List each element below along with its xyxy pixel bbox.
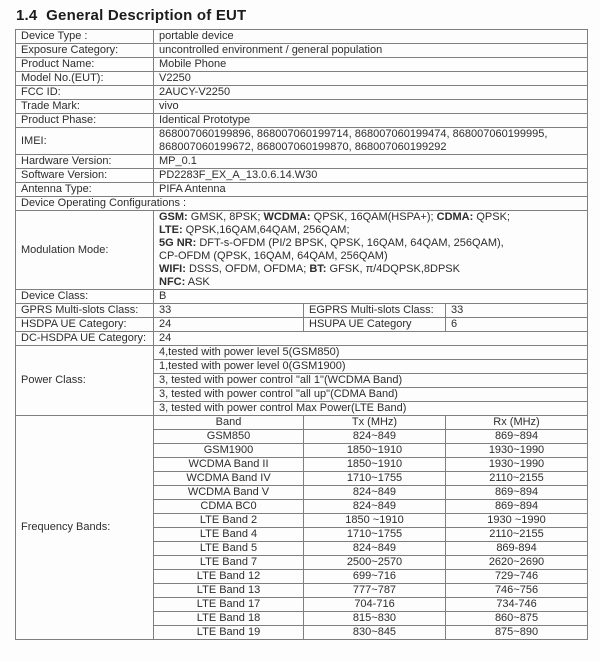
- freq-tx-cell: 824~849: [304, 486, 446, 500]
- freq-band-cell: WCDMA Band IV: [154, 472, 304, 486]
- modulation-line: NFC: ASK: [159, 276, 210, 288]
- freq-rx-cell: 1930~1990: [446, 444, 588, 458]
- freq-band-cell: WCDMA Band II: [154, 458, 304, 472]
- field-value: 24: [154, 332, 588, 346]
- freq-tx-cell: 824~849: [304, 542, 446, 556]
- freq-rx-cell: 729~746: [446, 570, 588, 584]
- freq-band-cell: LTE Band 2: [154, 514, 304, 528]
- freq-col-header: Band: [154, 416, 304, 430]
- field-value: B: [154, 290, 588, 304]
- modulation-line: WIFI: DSSS, OFDM, OFDMA; BT: GFSK, π/4DQPSK,8DPSK: [159, 263, 460, 275]
- table-row-dual: [16, 318, 588, 332]
- field-label: Product Phase:: [16, 114, 154, 128]
- freq-rx-cell: 875~890: [446, 626, 588, 640]
- field-label: Modulation Mode:: [16, 211, 154, 290]
- table-row: [16, 44, 588, 58]
- field-label: IMEI:: [16, 128, 154, 155]
- field-value: 24: [154, 318, 304, 332]
- freq-band-cell: CDMA BC0: [154, 500, 304, 514]
- field-label: Product Name:: [16, 58, 154, 72]
- table-row-modulation: [16, 211, 588, 290]
- field-value: MP_0.1: [154, 155, 588, 169]
- table-row: [16, 86, 588, 100]
- field-value: [154, 128, 588, 155]
- freq-band-cell: LTE Band 5: [154, 542, 304, 556]
- table-row: [16, 155, 588, 169]
- section-header: Device Operating Configurations :: [16, 197, 588, 211]
- field-label: Software Version:: [16, 169, 154, 183]
- field-label: Model No.(EUT):: [16, 72, 154, 86]
- freq-col-header: Rx (MHz): [446, 416, 588, 430]
- field-label: EGPRS Multi-slots Class:: [304, 304, 446, 318]
- field-value: uncontrolled environment / general population: [154, 44, 588, 58]
- freq-rx-cell: 734-746: [446, 598, 588, 612]
- field-value: 33: [446, 304, 588, 318]
- freq-rx-cell: 2110~2155: [446, 472, 588, 486]
- field-label: Power Class:: [16, 346, 154, 416]
- freq-rx-cell: 1930 ~1990: [446, 514, 588, 528]
- freq-tx-cell: 1710~1755: [304, 472, 446, 486]
- power-class-value: 3, tested with power control Max Power(LTE Band): [154, 402, 588, 416]
- table-row: [16, 169, 588, 183]
- modulation-line: GSM: GMSK, 8PSK; WCDMA: QPSK, 16QAM(HSPA+); CDMA: QPSK;: [159, 211, 510, 223]
- field-value: V2250: [154, 72, 588, 86]
- freq-rx-cell: 860~875: [446, 612, 588, 626]
- table-row-dual: [16, 304, 588, 318]
- power-class-value: 3, tested with power control "all 1"(WCDMA Band): [154, 374, 588, 388]
- freq-rx-cell: 869~894: [446, 500, 588, 514]
- freq-band-cell: GSM1900: [154, 444, 304, 458]
- modulation-line: 5G NR: DFT-s-OFDM (PI/2 BPSK, QPSK, 16QAM, 64QAM, 256QAM),: [159, 237, 504, 249]
- freq-band-cell: LTE Band 18: [154, 612, 304, 626]
- freq-rx-cell: 869-894: [446, 542, 588, 556]
- freq-rx-cell: 746~756: [446, 584, 588, 598]
- field-value: Mobile Phone: [154, 58, 588, 72]
- table-row: [16, 58, 588, 72]
- freq-band-cell: GSM850: [154, 430, 304, 444]
- field-label: DC-HSDPA UE Category:: [16, 332, 154, 346]
- field-value: PD2283F_EX_A_13.0.6.14.W30: [154, 169, 588, 183]
- table-row-power: [16, 346, 588, 360]
- field-value: 33: [154, 304, 304, 318]
- field-label: HSUPA UE Category: [304, 318, 446, 332]
- freq-header-row: [16, 416, 588, 430]
- modulation-line: CP-OFDM (QPSK, 16QAM, 64QAM, 256QAM): [159, 250, 388, 262]
- freq-tx-cell: 777~787: [304, 584, 446, 598]
- table-row: [16, 183, 588, 197]
- field-value: 2AUCY-V2250: [154, 86, 588, 100]
- freq-band-cell: LTE Band 17: [154, 598, 304, 612]
- field-label: Trade Mark:: [16, 100, 154, 114]
- table-row-imei: [16, 128, 588, 155]
- power-class-value: 4,tested with power level 5(GSM850): [154, 346, 588, 360]
- freq-band-cell: WCDMA Band V: [154, 486, 304, 500]
- imei-line: 868007060199672, 868007060199870, 868007060199292: [159, 141, 447, 153]
- freq-band-cell: LTE Band 7: [154, 556, 304, 570]
- field-label: Hardware Version:: [16, 155, 154, 169]
- freq-rx-cell: 1930~1990: [446, 458, 588, 472]
- table-row: [16, 114, 588, 128]
- table-row: [16, 30, 588, 44]
- field-value: PIFA Antenna: [154, 183, 588, 197]
- freq-col-header: Tx (MHz): [304, 416, 446, 430]
- freq-tx-cell: 1710~1755: [304, 528, 446, 542]
- modulation-cell: [154, 211, 588, 290]
- field-label: Device Class:: [16, 290, 154, 304]
- freq-tx-cell: 704-716: [304, 598, 446, 612]
- field-value: Identical Prototype: [154, 114, 588, 128]
- freq-tx-cell: 830~845: [304, 626, 446, 640]
- field-label: Exposure Category:: [16, 44, 154, 58]
- freq-band-cell: LTE Band 13: [154, 584, 304, 598]
- field-label: Device Type :: [16, 30, 154, 44]
- freq-tx-cell: 824~849: [304, 500, 446, 514]
- freq-rx-cell: 2620~2690: [446, 556, 588, 570]
- field-label: HSDPA UE Category:: [16, 318, 154, 332]
- field-label: GPRS Multi-slots Class:: [16, 304, 154, 318]
- freq-tx-cell: 1850~1910: [304, 444, 446, 458]
- page-title: 1.4 General Description of EUT: [16, 7, 247, 24]
- power-class-value: 3, tested with power control "all up"(CDMA Band): [154, 388, 588, 402]
- field-label: Antenna Type:: [16, 183, 154, 197]
- imei-line: 868007060199896, 868007060199714, 868007060199474, 868007060199995,: [159, 128, 548, 140]
- table-row: [16, 72, 588, 86]
- freq-tx-cell: 2500~2570: [304, 556, 446, 570]
- field-value: 6: [446, 318, 588, 332]
- section-header-row: [16, 197, 588, 211]
- freq-tx-cell: 1850 ~1910: [304, 514, 446, 528]
- field-value: vivo: [154, 100, 588, 114]
- table-row: [16, 332, 588, 346]
- freq-tx-cell: 815~830: [304, 612, 446, 626]
- field-label: Frequency Bands:: [16, 416, 154, 640]
- table-row: [16, 100, 588, 114]
- freq-rx-cell: 869~894: [446, 486, 588, 500]
- power-class-value: 1,tested with power level 0(GSM1900): [154, 360, 588, 374]
- freq-rx-cell: 2110~2155: [446, 528, 588, 542]
- table-row: [16, 290, 588, 304]
- freq-tx-cell: 1850~1910: [304, 458, 446, 472]
- field-value: portable device: [154, 30, 588, 44]
- freq-rx-cell: 869~894: [446, 430, 588, 444]
- freq-band-cell: LTE Band 4: [154, 528, 304, 542]
- freq-tx-cell: 699~716: [304, 570, 446, 584]
- field-label: FCC ID:: [16, 86, 154, 100]
- freq-band-cell: LTE Band 12: [154, 570, 304, 584]
- modulation-line: LTE: QPSK,16QAM,64QAM, 256QAM;: [159, 224, 350, 236]
- eut-description-table: [15, 29, 588, 640]
- freq-band-cell: LTE Band 19: [154, 626, 304, 640]
- freq-tx-cell: 824~849: [304, 430, 446, 444]
